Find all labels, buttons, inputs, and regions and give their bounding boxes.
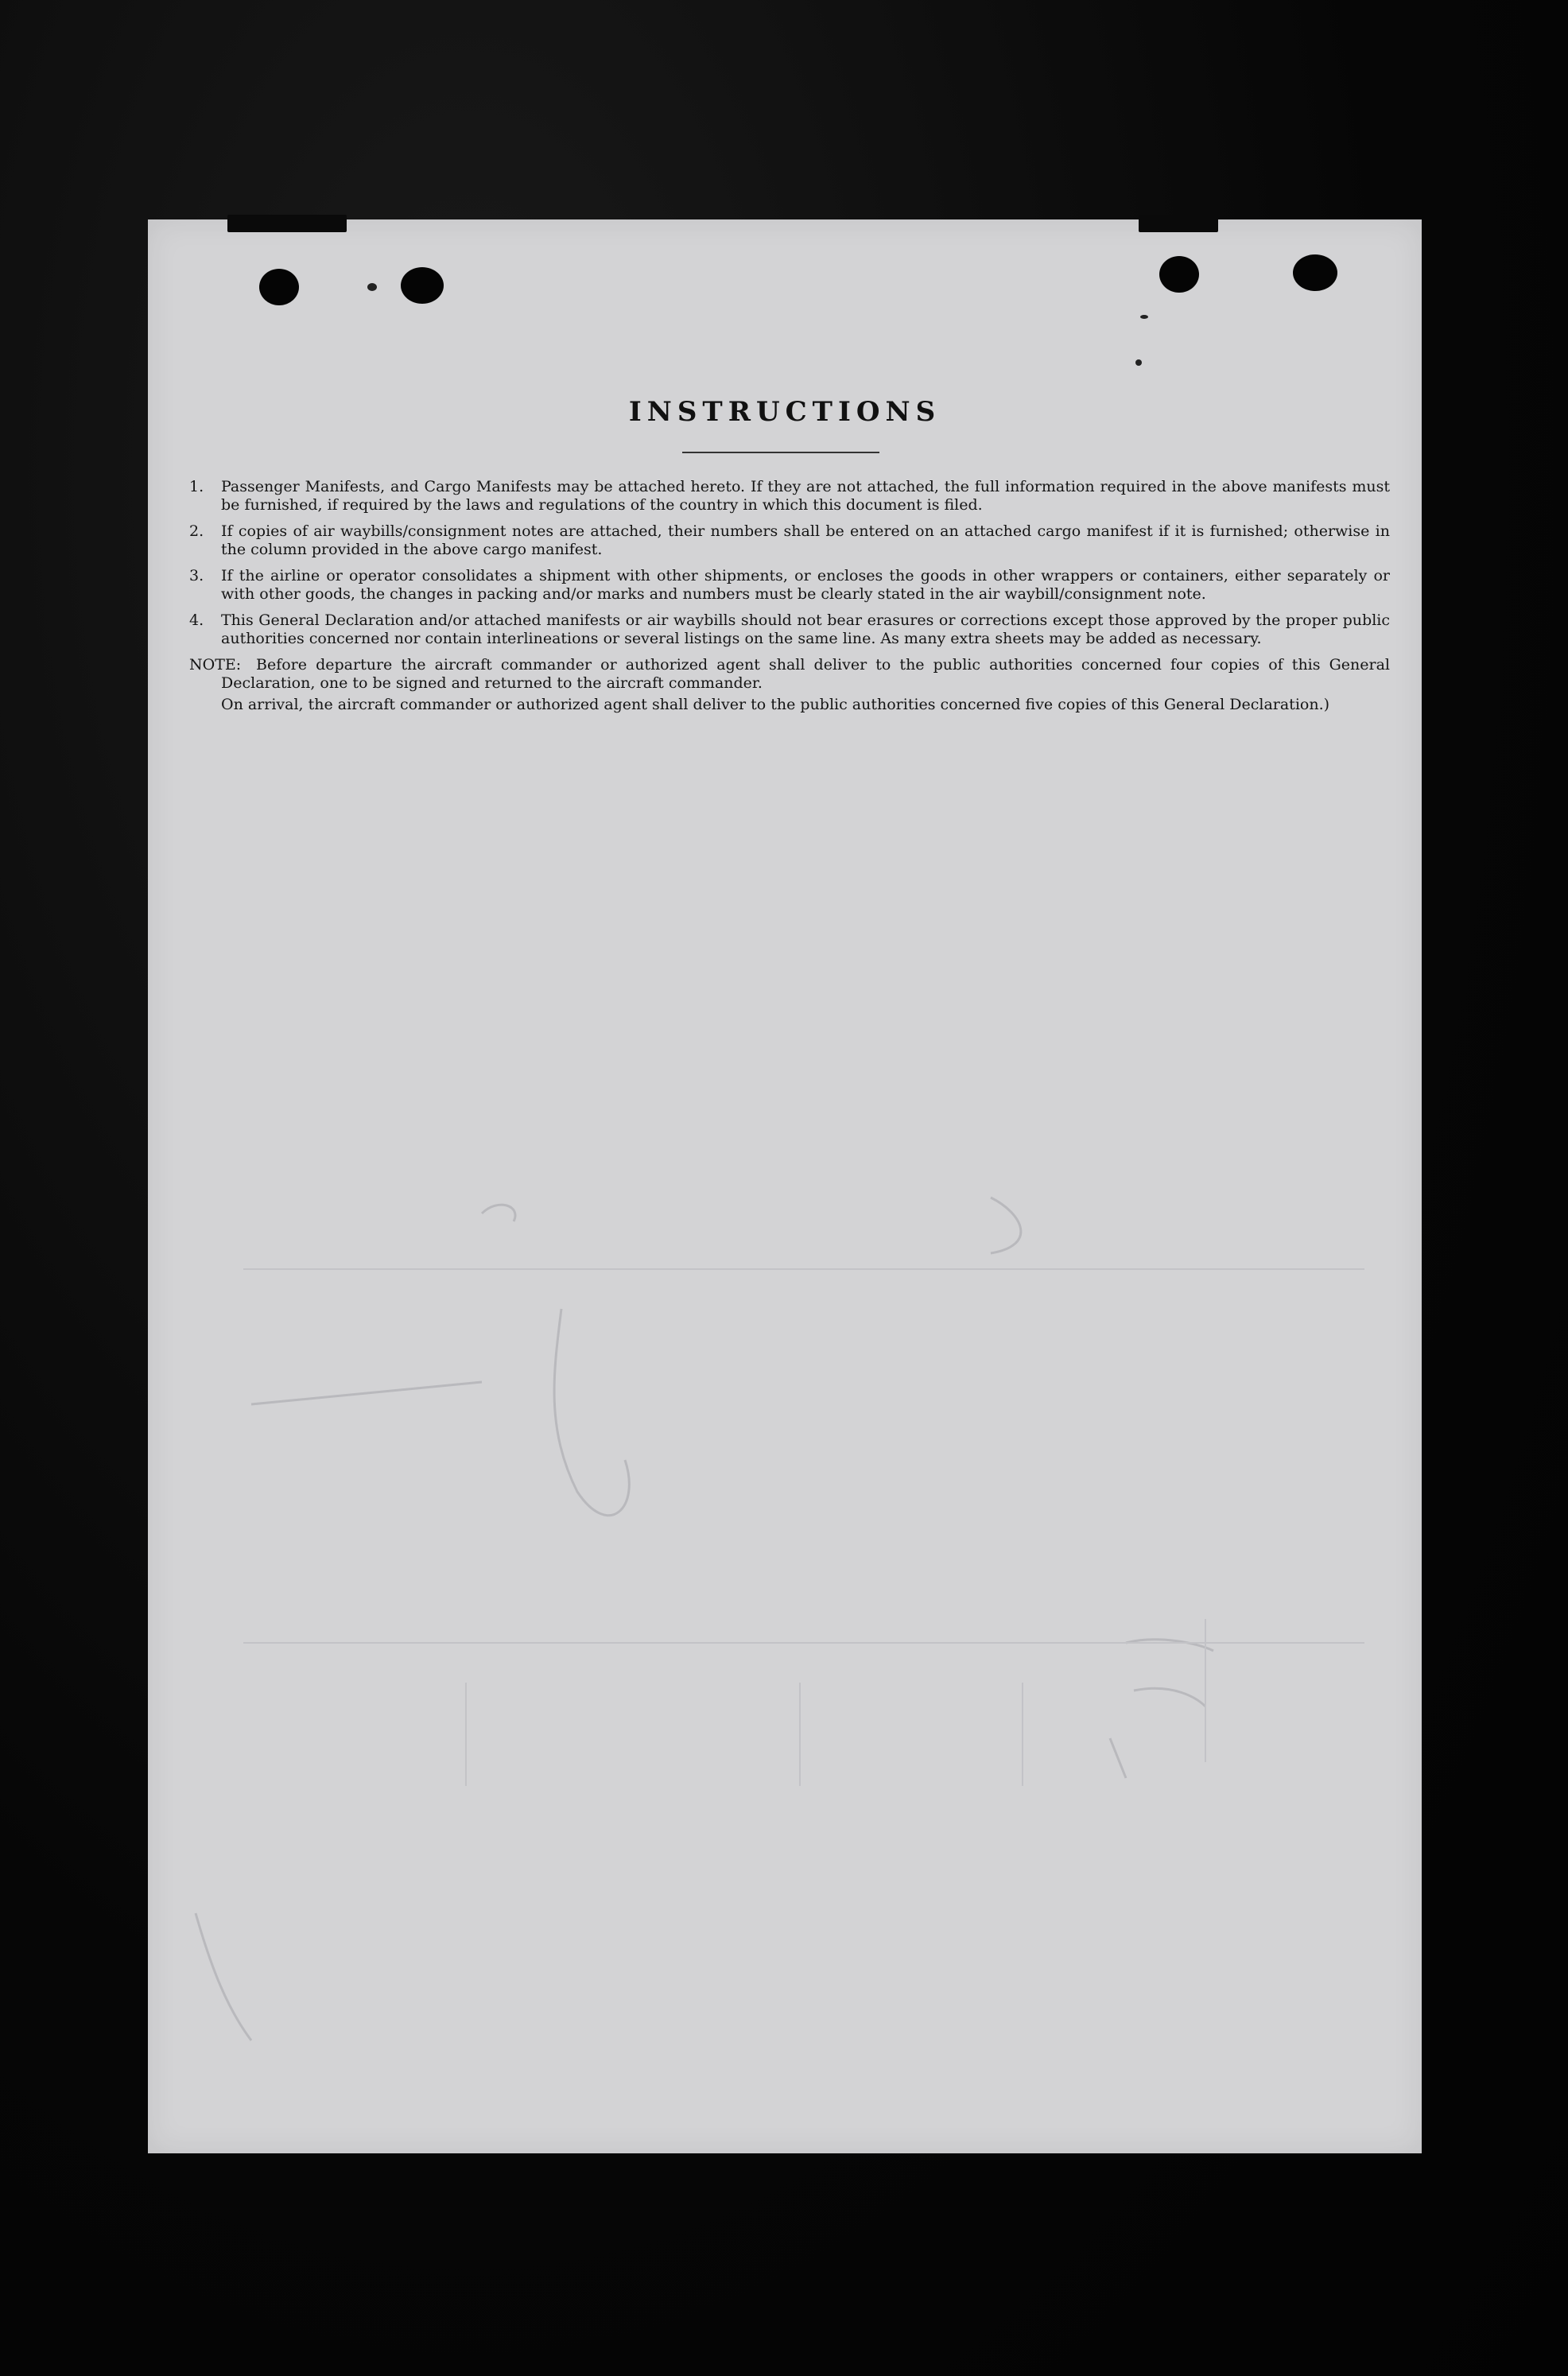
- title-underline: [682, 452, 879, 453]
- instruction-item: [189, 611, 1390, 648]
- instruction-text: Passenger Manifests, and Cargo Manifests may be attached hereto. If they are not attached, the full information required in the above manifests must be furnished, if required by the laws and regulations of the country in which this document is filed.: [221, 478, 1390, 514]
- instructions-list: [189, 478, 1390, 714]
- instruction-number: 2.: [189, 522, 204, 540]
- instruction-number: 1.: [189, 478, 204, 495]
- instruction-text: This General Declaration and/or attached manifests or air waybills should not bear erasures or corrections except those approved by the proper public authorities concerned nor contain interlineations or several listings on the same line. As many extra sheets may be added as necessary.: [221, 611, 1390, 647]
- note-arrival: On arrival, the aircraft commander or authorized agent shall deliver to the public authorities concerned five copies of this General Declaration.): [221, 696, 1330, 713]
- note-block: [189, 656, 1390, 714]
- note-departure: Before departure the aircraft commander or authorized agent shall deliver to the public authorities concerned four copies of this General Declaration, one to be signed and returned to the aircraft commander.: [221, 656, 1390, 692]
- note-label: NOTE:: [189, 656, 242, 674]
- instruction-text: If the airline or operator consolidates a shipment with other shipments, or encloses the goods in other wrappers or containers, either separately or with other goods, the changes in packing and/or marks and numbers must be clearly stated in the air waybill/consignment note.: [221, 567, 1390, 603]
- instruction-item: [189, 478, 1390, 514]
- instruction-text: If copies of air waybills/consignment notes are attached, their numbers shall be entered on an attached cargo manifest if it is furnished; otherwise in the column provided in the above cargo manifest.: [221, 522, 1390, 558]
- page-title: INSTRUCTIONS: [628, 396, 941, 428]
- document-page: [148, 219, 1422, 2153]
- instruction-item: [189, 522, 1390, 559]
- instruction-item: [189, 567, 1390, 604]
- instruction-number: 4.: [189, 611, 204, 629]
- instruction-number: 3.: [189, 567, 204, 584]
